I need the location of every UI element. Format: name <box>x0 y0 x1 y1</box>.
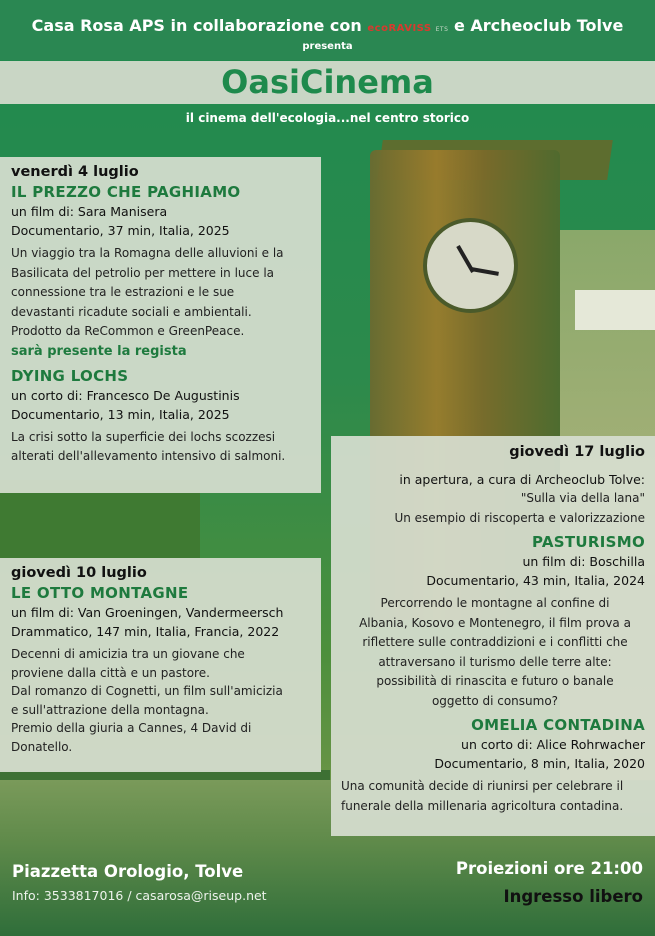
film-description: La crisi sotto la superficie dei lochs scozzesi alterati dell'allevamento intensivo di salmoni. <box>11 429 286 463</box>
film-title: IL PREZZO CHE PAGHIAMO <box>11 183 241 201</box>
film-title: DYING LOCHS <box>11 366 129 385</box>
film-description: Percorrendo le montagne al confine di Albania, Kosovo e Montenegro, il film prova a riflettere sulle contraddizioni e i conflitti che attraversano il turismo delle terre alte: possibilità di rinascita e futuro o banale oggetto di consumo? <box>359 596 631 708</box>
film-details: Documentario, 13 min, Italia, 2025 <box>11 406 230 422</box>
film-director: un corto di: Alice Rohrwacher <box>461 737 645 752</box>
film-director: un film di: Sara Manisera <box>11 204 168 219</box>
event-card-july4 <box>0 157 321 493</box>
event-date: giovedì 17 luglio <box>509 444 645 460</box>
event-card-july10 <box>0 558 321 772</box>
film-details: Drammatico, 147 min, Italia, Francia, 2022 <box>11 624 280 639</box>
event-date: venerdì 4 luglio <box>11 164 139 180</box>
presenta-label: presenta <box>302 41 353 52</box>
clock-icon <box>423 218 518 313</box>
film-details: Documentario, 43 min, Italia, 2024 <box>426 573 645 588</box>
venue-label: Piazzetta Orologio, Tolve <box>12 862 244 881</box>
opening-intro: in apertura, a cura di Archeoclub Tolve: <box>399 472 645 487</box>
event-card-july17 <box>331 436 655 836</box>
film-director: un film di: Van Groeningen, Vandermeersch <box>11 605 284 620</box>
film-description: Decenni di amicizia tra un giovane che proviene dalla città e un pastore. Dal romanzo di Cognetti, un film sull'amicizia e sull'attrazione della montagna. Premio della giuria a Cannes, 4 David di Donatello. <box>11 647 283 754</box>
director-present-note: sarà presente la regista <box>11 343 187 359</box>
film-description: Una comunità decide di riunirsi per celebrare il funerale della millenaria agricoltura contadina. <box>341 779 624 813</box>
film-title: PASTURISMO <box>531 533 645 551</box>
ecoraviss-logo: ecoRAVISS ETS <box>367 23 449 34</box>
event-date: giovedì 10 luglio <box>11 565 147 581</box>
film-title: LE OTTO MONTAGNE <box>11 584 189 602</box>
film-title: OMELIA CONTADINA <box>471 716 645 734</box>
film-details: Documentario, 37 min, Italia, 2025 <box>11 223 230 238</box>
header-prefix: Casa Rosa APS in collaborazione con <box>31 16 362 35</box>
contact-info: Info: 3533817016 / casarosa@riseup.net <box>12 888 267 903</box>
film-description: Un viaggio tra la Romagna delle alluvioni e la Basilicata del petrolio per mettere in luce la connessione tra le estrazioni e le sue devastanti ricadute sociali e ambientali. Prodotto da ReCommon e GreenPeace. <box>11 246 284 338</box>
page-subtitle: il cinema dell'ecologia...nel centro storico <box>185 111 470 125</box>
screening-time: Proiezioni ore 21:00 <box>455 859 643 878</box>
film-details: Documentario, 8 min, Italia, 2020 <box>434 756 645 771</box>
opening-description: Un esempio di riscoperta e valorizzazione <box>394 510 645 525</box>
header-suffix: e Archeoclub Tolve <box>453 16 624 35</box>
header-line <box>0 16 655 35</box>
film-director: un film di: Boschilla <box>522 554 645 569</box>
page-title: OasiCinema <box>221 63 434 101</box>
free-entry-label: Ingresso libero <box>503 887 643 906</box>
opening-quote: "Sulla via della lana" <box>520 491 645 505</box>
film-director: un corto di: Francesco De Augustinis <box>11 387 240 403</box>
